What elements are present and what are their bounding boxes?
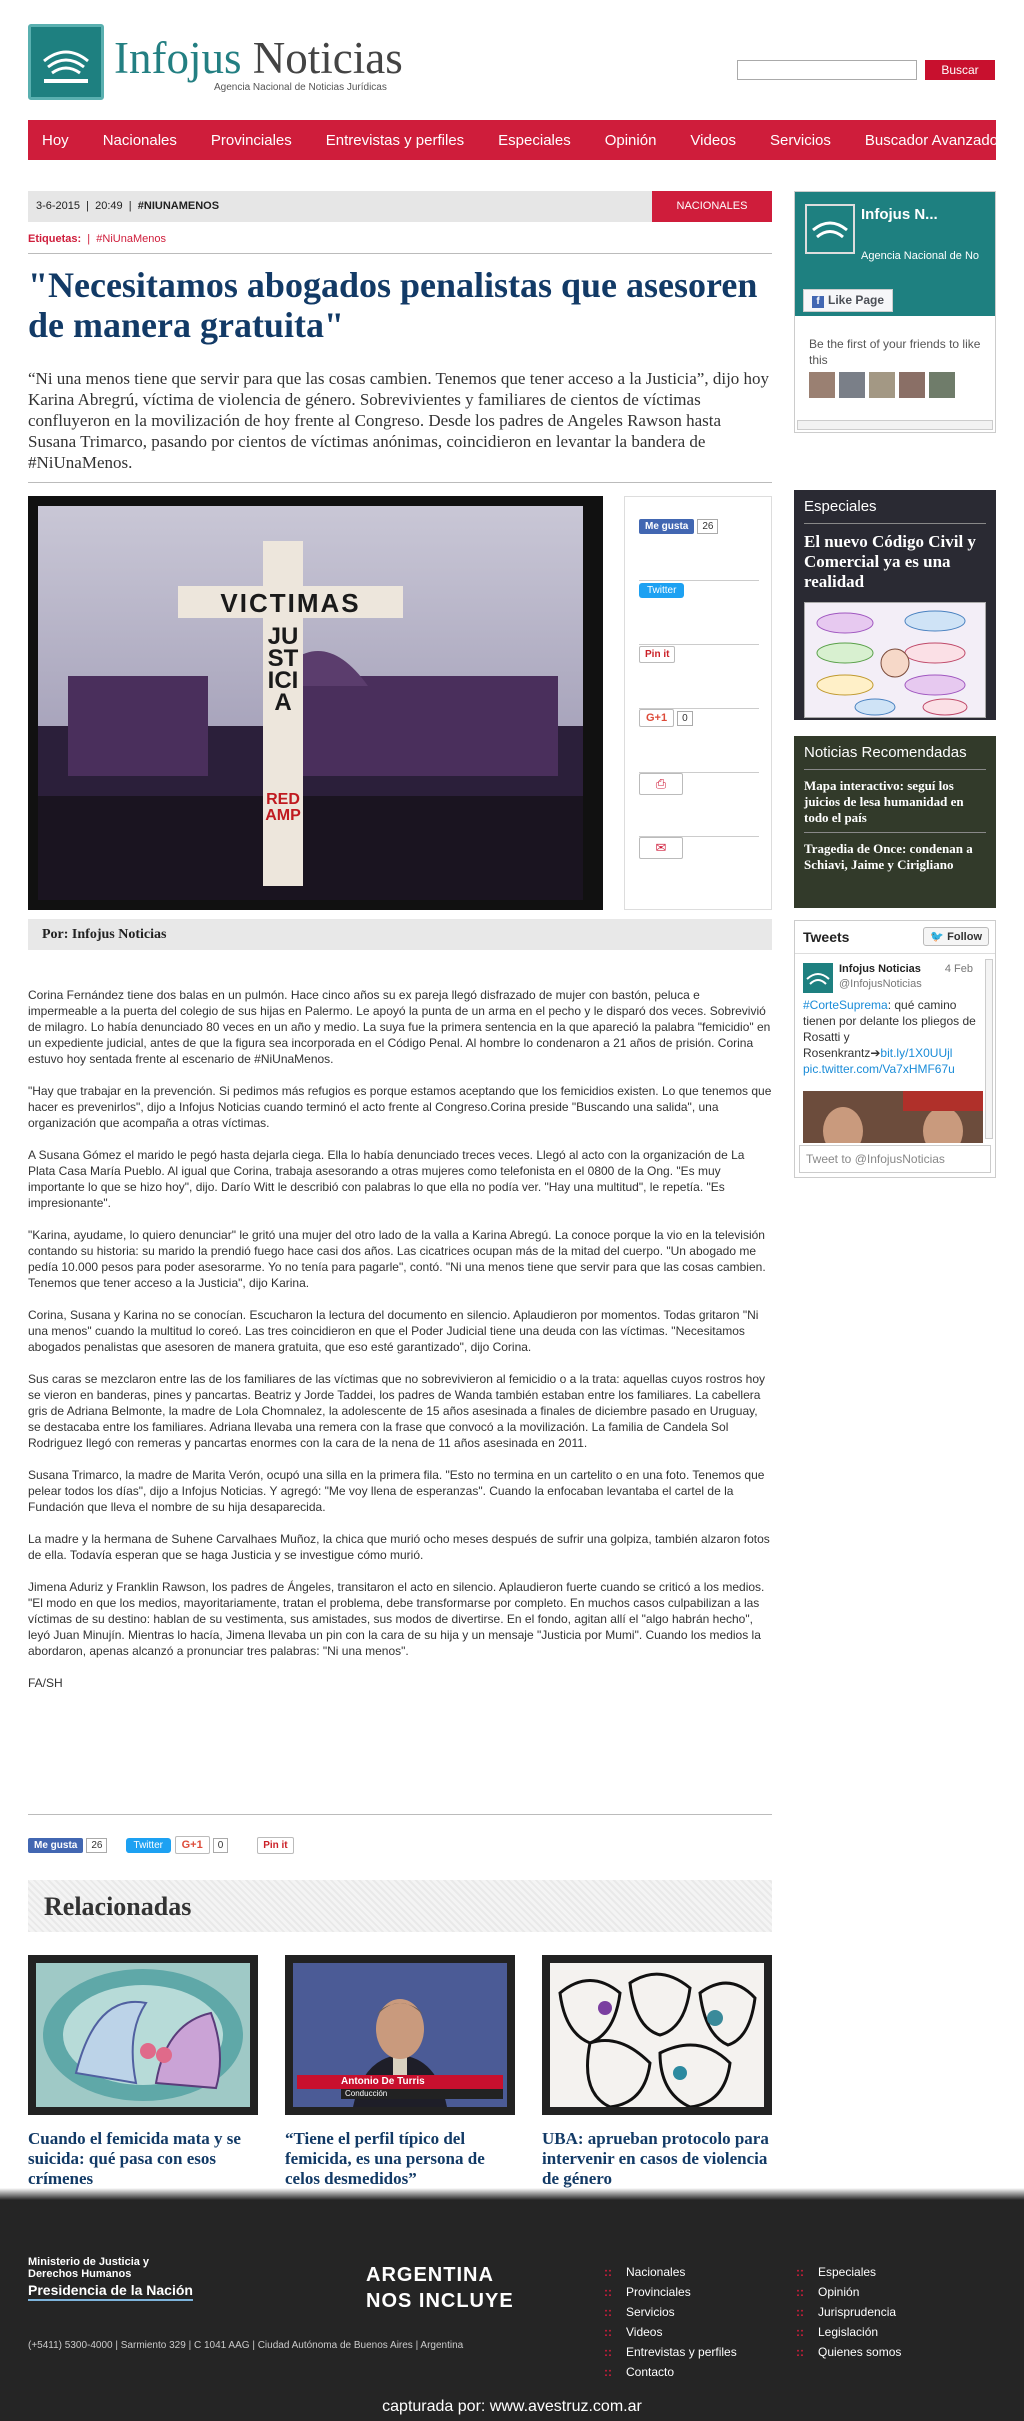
facebook-like-button[interactable]: Me gusta: [28, 1838, 83, 1853]
footer-contact: (+5411) 5300-4000 | Sarmiento 329 | C 1041 AAG | Ciudad Autónoma de Buenos Aires | Argentina: [28, 2340, 464, 2351]
footer-link[interactable]: :: Contacto: [604, 2362, 737, 2382]
friend-avatar[interactable]: [809, 372, 835, 398]
footer-links-col2: [796, 2262, 901, 2362]
facebook-friends-text: Be the first of your friends to like this: [809, 337, 981, 367]
divider: [28, 1814, 772, 1815]
email-icon[interactable]: ✉: [639, 837, 683, 859]
email-share: [639, 837, 759, 901]
brand-title[interactable]: [114, 34, 403, 82]
facebook-cover-text: Agencia Nacional de No: [861, 250, 980, 262]
related-caption[interactable]: Cuando el femicida mata y se suicida: qué pasa con esos crímenes: [28, 2129, 241, 2188]
nav-item-servicios[interactable]: Servicios: [770, 131, 831, 149]
gplus-button[interactable]: G+1: [175, 1836, 210, 1854]
facebook-like-button[interactable]: Me gusta: [639, 519, 694, 534]
gplus-count: 0: [213, 1838, 229, 1853]
related-card[interactable]: [285, 1955, 515, 2189]
etiqueta-link[interactable]: #NiUnaMenos: [96, 233, 166, 245]
especiales-title: Especiales: [804, 498, 877, 515]
facebook-scrollbar[interactable]: [797, 420, 993, 430]
especiales-box: [794, 490, 996, 720]
related-card[interactable]: [542, 1955, 772, 2189]
twitter-widget: [794, 920, 996, 1178]
article-meta: 3-6-2015 | 20:49 | #NIUNAMENOS: [36, 200, 220, 212]
facebook-like-count: 26: [697, 519, 718, 534]
article-tag-title: #NIUNAMENOS: [137, 200, 220, 212]
capture-credit: capturada por: www.avestruz.com.ar: [382, 2398, 642, 2415]
photo-sign-vertical: JUSTICIA: [267, 623, 299, 716]
share-panel: [624, 496, 772, 910]
facebook-widget: [794, 191, 996, 433]
tweet-author-name[interactable]: Infojus Noticias: [839, 963, 921, 975]
etiquetas-label: Etiquetas:: [28, 233, 82, 245]
main-nav: [28, 120, 999, 160]
article-time: 20:49: [95, 200, 123, 212]
footer-link[interactable]: :: Servicios: [604, 2302, 737, 2322]
recomendadas-box: [794, 736, 996, 908]
article-headline: "Necesitamos abogados penalistas que asesoren de manera gratuita": [28, 265, 758, 345]
argentina-line2: NOS INCLUYE: [366, 2290, 514, 2312]
argentina-logo[interactable]: [366, 2262, 514, 2314]
facebook-like-page-button[interactable]: [803, 289, 893, 312]
related-image[interactable]: [285, 1955, 515, 2115]
ministerio-label[interactable]: Ministerio de Justicia y Derechos Humanos: [28, 2256, 150, 2280]
gplus-count: 0: [677, 711, 693, 726]
twitter-share-button[interactable]: Twitter: [639, 583, 684, 598]
body-paragraph: Susana Trimarco, la madre de Marita Verón, ocupó una silla en la primera fila. "Esto no termina en un cartelito o en una foto. Tenemos que pelear todos los días", dijo a Infojus Noticias. Y agregó: "Me voy llena de esperanzas". Cuando la enfocaban levantaba el cartel de la Fundación que lleva el nombre de su hija desaparecida.: [28, 1468, 765, 1514]
tweets-title: Tweets: [803, 929, 850, 945]
lower-third-role: Conducción: [341, 2089, 503, 2099]
body-paragraph: "Hay que trabajar en la prevención. Si pedimos más refugios es porque estamos aceptando que los femicidios existen. Lo que tenemos que hacer es prevenirlos", dijo a Infojus Noticias cuando terminó el acto frente al Congreso.Corina preside "Buscando una salida", una organización que acompaña a otras víctimas.: [28, 1084, 772, 1130]
footer-link[interactable]: :: Videos: [604, 2322, 737, 2342]
footer-link[interactable]: :: Especiales: [796, 2262, 901, 2282]
tweet-link[interactable]: bit.ly/1X0UUjl: [880, 1046, 953, 1060]
body-paragraph: Sus caras se mezclaron entre las de los familiares de las víctimas que no sobrevivieron al femicidio o a la trata: aquellas cuyos rostros hoy se vieron en banderas, pines y pancartas. Beatriz y Jorde Taddei, los padres de Wanda también estaban entre los familiares. La cabellera gris de Adriana Belmonte, la madre de Lola Chomnalez, la adolescente de 15 años asesinada a finales de diciembre pasado en Uruguay, se destacaba entre los familiares. Adriana llevaba una remera con la frase que convocó a la movilización. La familia de Candela Sol Rodriguez llegó con remeras y pancartas enormes con la cara de la nena de 11 años asesinada en 2011.: [28, 1372, 766, 1450]
article-lede: “Ni una menos tiene que servir para que las cosas cambien. Tenemos que tener acceso a la Justicia”, dijo hoy Karina Abregrú, víctima de violencia de género. Sobrevivientes y familiares de cientos de víctimas confluyeron en la movilización de hoy frente al Congreso. Desde los padres de Angeles Rawson hasta Susana Trimarco, pasando por cientos de víctimas anónimas, coincidieron en levantar la bandera de #NiUnaMenos.: [28, 369, 770, 472]
tweet-pic-link[interactable]: pic.twitter.com/Va7xHMF67u: [803, 1062, 955, 1076]
nav-item-provinciales[interactable]: Provinciales: [210, 131, 292, 149]
divider: [28, 253, 772, 254]
especiales-image[interactable]: [804, 602, 986, 718]
related-image[interactable]: [28, 1955, 258, 2115]
article-photo: [28, 496, 603, 910]
related-caption[interactable]: UBA: aprueban protocolo para intervenir en casos de violencia de género: [542, 2129, 769, 2188]
body-paragraph: Corina, Susana y Karina no se conocían. Escucharon la lectura del documento en silencio. Aplaudieron por momentos. Todas gritaron "Ni una menos" cuando la multitud lo coreó. Las tres coincidieron en que el Poder Judicial tiene una deuda con las víctimas. "Necesitamos abogados penalistas que asesoren de manera gratuita, que eso esté garantizado", dijo Corina.: [28, 1308, 759, 1354]
footer-link[interactable]: :: Quienes somos: [796, 2342, 901, 2362]
footer-link[interactable]: :: Opinión: [796, 2282, 901, 2302]
footer-links-col1: [604, 2262, 737, 2382]
body-paragraph: A Susana Gómez el marido le pegó hasta dejarla ciega. Ella lo había denunciado treces veces. Llegó al acto con la organización de La Plata Casa María Pueblo. Al igual que Corina, trabaja asesorando a otras mujeres como telefonista en el 0800 de la Ong. "Es muy importante lo que se hizo hoy", dijo. Darío Witt le describió con palabras lo que ella no podía ver. "Hay una multitud", le repetía. "Es impresionante".: [28, 1148, 745, 1210]
body-paragraph: La madre y la hermana de Suhene Carvalhaes Muñoz, la chica que murió ocho meses después de sufrir una golpiza, también alzaron fotos de ella. Todavía esperan que se haga Justicia y se investigue cómo murió.: [28, 1532, 770, 1562]
twitter-bird-icon: 🐦: [930, 931, 945, 943]
lower-third-name: Antonio De Turris: [297, 2075, 503, 2089]
logo-icon[interactable]: [28, 24, 104, 100]
friend-avatar[interactable]: [929, 372, 955, 398]
brand-part2: Noticias: [252, 33, 403, 83]
tweet-author-handle[interactable]: @InfojusNoticias: [839, 978, 922, 990]
related-image[interactable]: [542, 1955, 772, 2115]
recomendada-item[interactable]: Tragedia de Once: condenan a Schiavi, Jaime y Cirigliano: [804, 841, 973, 872]
footer-link[interactable]: :: Provinciales: [604, 2282, 737, 2302]
pinterest-button[interactable]: Pin it: [257, 1837, 293, 1854]
tweet-body: : qué camino tienen por delante los pliegos de Rosatti y Rosenkrantz➔: [803, 998, 976, 1060]
related-card[interactable]: [28, 1955, 258, 2189]
brand-part1: Infojus: [114, 33, 242, 83]
body-paragraph: Jimena Aduriz y Franklin Rawson, los padres de Ángeles, transitaron el acto en silencio. Aplaudieron fuerte cuando se criticó a los medios. "El modo en que los medios, mayoritariamente, tratan el problema, debe transformarse por completo. En muchos casos culpabilizan a las víctimas de su destino: hablan de su vestimenta, sus amistades, sus modos de divertirse. En el fondo, agitan allí el "algo habrán hecho", leyó Juan Minujín. Mientras lo hacía, Jimena llevaba un pin con la cara de su hija y un mensaje "Justicia por Mumi". Cuando los medios la abordaron, apenas alcanzó a pronunciar tres palabras: "Ni una menos".: [28, 1580, 765, 1658]
body-signature: FA/SH: [28, 1676, 63, 1690]
tweet-avatar[interactable]: [803, 963, 833, 993]
print-share: [639, 773, 759, 837]
friend-avatar[interactable]: [839, 372, 865, 398]
photo-sign-bottom: RED AMP: [265, 791, 301, 824]
friend-avatar[interactable]: [899, 372, 925, 398]
gplus-share: [639, 709, 759, 773]
footer-link[interactable]: :: Legislación: [796, 2322, 901, 2342]
tweet-date[interactable]: 4 Feb: [944, 963, 973, 975]
photo-sign-top: VICTIMAS: [220, 588, 361, 618]
article-body: [28, 987, 772, 1707]
facebook-cover[interactable]: [795, 192, 995, 316]
facebook-share: [639, 517, 759, 581]
nav-item-especiales[interactable]: Especiales: [498, 131, 571, 149]
argentina-line1: ARGENTINA: [366, 2264, 494, 2286]
nav-item-entrevistas[interactable]: Entrevistas y perfiles: [325, 131, 465, 149]
etiquetas: Etiquetas: | #NiUnaMenos: [28, 233, 166, 245]
tweets-scrollbar[interactable]: [985, 959, 993, 1139]
like-page-label: Like Page: [828, 293, 885, 307]
search-button[interactable]: Buscar: [925, 60, 995, 80]
nav-item-opinion[interactable]: Opinión: [604, 131, 657, 149]
body-paragraph: Corina Fernández tiene dos balas en un pulmón. Hace cinco años su ex pareja llegó disfrazado de mujer con bastón, peluca e impermeable a la puerta del colegio de sus hijas en Palermo. Le apoyó la punta de un arma en el pecho y le disparó dos veces. Sobrevivió de milagro. Lo había denunciado 80 veces en un año y medio. La suya fue la primera sentencia en la que apareció la palabra "femicidio" en un expediente judicial, antes de que la figura sea incorporada en el Código Penal. Al hombre lo condenaron a 21 años de prisión. Corina estuvo hoy sentada frente al escenario de #NiUnaMenos.: [28, 988, 771, 1066]
facebook-page-name[interactable]: Infojus N...: [861, 206, 938, 223]
pinterest-button[interactable]: Pin it: [639, 646, 675, 663]
especiales-headline[interactable]: El nuevo Código Civil y Comercial ya es una realidad: [804, 532, 976, 591]
related-header: [28, 1880, 772, 1932]
gplus-button[interactable]: G+1: [639, 709, 674, 727]
footer-shadow: [0, 2188, 1024, 2200]
print-icon[interactable]: ⎙: [639, 773, 683, 795]
tweet-text: [803, 997, 983, 1077]
footer-link[interactable]: :: Nacionales: [604, 2262, 737, 2282]
facebook-page-avatar[interactable]: [805, 204, 855, 254]
twitter-follow-button[interactable]: [923, 927, 989, 946]
nav-item-hoy[interactable]: Hoy: [42, 131, 69, 149]
brand-subtitle: Agencia Nacional de Noticias Jurídicas: [214, 82, 387, 93]
presidencia-label[interactable]: Presidencia de la Nación: [28, 2282, 193, 2301]
article-meta-bar: [28, 191, 772, 222]
bottom-share-bar: [28, 1836, 428, 1860]
search-input[interactable]: [737, 60, 917, 80]
twitter-share: [639, 581, 759, 645]
facebook-icon: f: [812, 296, 824, 308]
facebook-like-count: 26: [86, 1838, 107, 1853]
recomendadas-title: Noticias Recomendadas: [804, 744, 967, 761]
byline: Por: Infojus Noticias: [28, 919, 772, 950]
nav-item-videos[interactable]: Videos: [690, 131, 737, 149]
body-paragraph: "Karina, ayudame, lo quiero denunciar" le gritó una mujer del otro lado de la valla a Karina Abregú. La conoce porque la vio en la televisión contando su historia: su marido la prendió fuego hace casi dos años. Las cicatrices ocupan más de la mitad del cuerpo. "Un abogado me pedía 10.000 pesos para poder asesorarme. Yo no tenía para pagarle", contó. "Ni una menos tiene que servir para que las cosas cambien. Tenemos que tener acceso a la Justicia", dijo Karina.: [28, 1228, 766, 1290]
footer-link[interactable]: :: Jurisprudencia: [796, 2302, 901, 2322]
footer-link[interactable]: :: Entrevistas y perfiles: [604, 2342, 737, 2362]
nav-item-nacionales[interactable]: Nacionales: [102, 131, 177, 149]
tweet-photo[interactable]: [803, 1091, 983, 1143]
related-caption[interactable]: “Tiene el perfil típico del femicida, es una persona de celos desmedidos”: [285, 2129, 485, 2188]
tweet-hashtag[interactable]: #CorteSuprema: [803, 998, 888, 1012]
header: [0, 0, 1024, 112]
tweet-to-input[interactable]: Tweet to @InfojusNoticias: [799, 1145, 991, 1173]
twitter-share-button[interactable]: Twitter: [126, 1838, 171, 1853]
nav-item-buscador-avanzado[interactable]: Buscador Avanzado: [864, 131, 999, 149]
pinterest-share: [639, 645, 759, 709]
article-date: 3-6-2015: [36, 200, 81, 212]
recomendada-item[interactable]: Mapa interactivo: seguí los juicios de lesa humanidad en todo el país: [804, 778, 964, 825]
friend-avatar[interactable]: [869, 372, 895, 398]
divider: [795, 953, 995, 954]
follow-label: Follow: [947, 931, 982, 943]
divider: [28, 482, 772, 483]
related-title: Relacionadas: [44, 1892, 192, 1921]
section-badge[interactable]: NACIONALES: [652, 191, 772, 222]
